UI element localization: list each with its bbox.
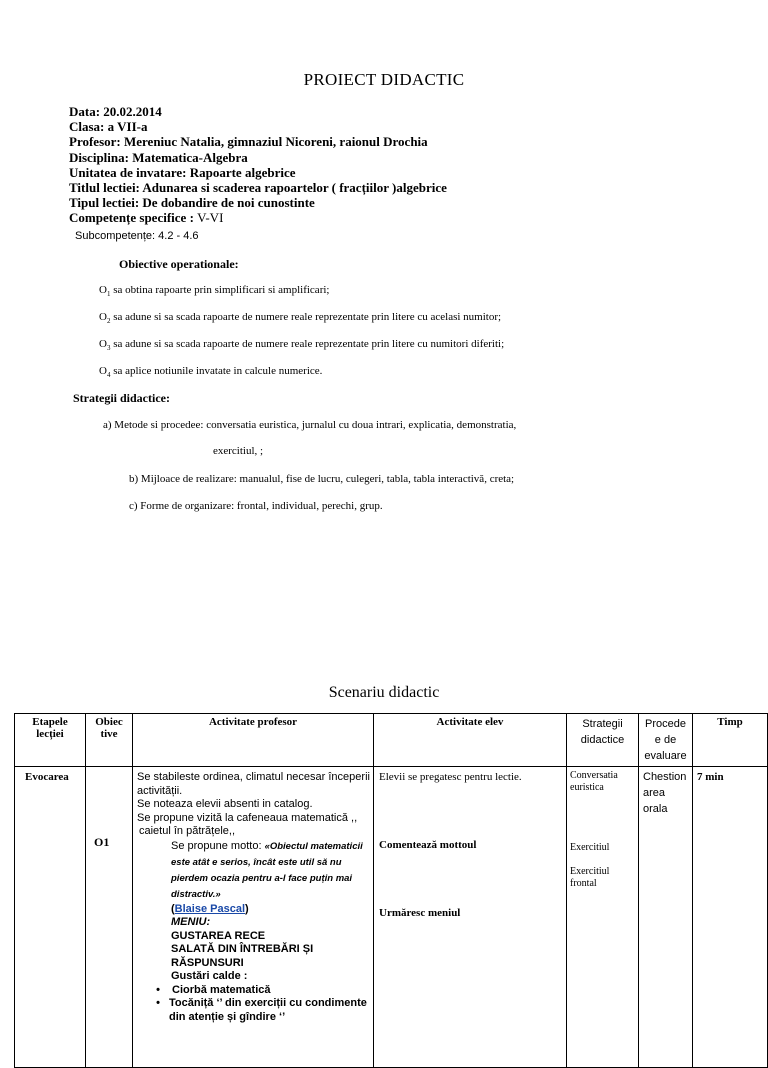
header-timp: Timp bbox=[693, 714, 768, 767]
lesson-unit: Unitatea de invatare: Rapoarte algebrice bbox=[69, 164, 296, 180]
menu-item: Gustări calde : bbox=[171, 970, 248, 982]
table-header-row bbox=[15, 714, 768, 767]
motto-author-link[interactable]: Blaise Pascal bbox=[174, 902, 246, 915]
cell-profesor bbox=[133, 767, 374, 1068]
strategy-line: frontal bbox=[570, 878, 597, 889]
strategy-methods: a) Metode si procedee: conversatia euristica, jurnalul cu doua intrari, explicatia, demonstratia, bbox=[103, 419, 517, 431]
menu-bullet-item bbox=[147, 984, 372, 998]
menu-item: GUSTAREA RECE bbox=[171, 929, 266, 942]
document-title: PROIECT DIDACTIC bbox=[303, 70, 465, 89]
menu-item: SALATĂ DIN ÎNTREBĂRI ȘI RĂSPUNSURI bbox=[171, 943, 314, 969]
student-activity: Elevii se pregatesc pentru lectie. bbox=[379, 771, 522, 783]
scenario-title: Scenariu didactic bbox=[328, 684, 440, 701]
menu-item-text: din atenție și gîndire ‘’ bbox=[169, 1010, 286, 1023]
objective-code: O1 bbox=[94, 835, 110, 849]
teacher-line: Se noteaza elevii absenti in catalog. bbox=[137, 798, 313, 810]
motto-text: «Obiectul matematicii bbox=[264, 840, 363, 852]
menu-item-text: Tocăniță ‘’ din exerciții cu condimente bbox=[169, 997, 367, 1009]
motto-label: Se propune motto: bbox=[171, 839, 265, 852]
cell-obiectiv bbox=[86, 767, 133, 1068]
lesson-subcompetences bbox=[75, 229, 199, 243]
strategy-text bbox=[570, 842, 609, 890]
objective-item: $O_3$ sa adune si sa scada rapoarte de numere reale reprezentate prin litere cu numitori diferiti; bbox=[99, 338, 505, 353]
objective-text: sa obtina rapoarte prin simplificari si amplificari; bbox=[110, 284, 330, 296]
lesson-metadata bbox=[69, 104, 447, 226]
cell-timp bbox=[693, 767, 768, 1068]
subcompetences-label: Subcompetențe: bbox=[75, 230, 159, 242]
strategy-line: euristica bbox=[570, 782, 604, 793]
lesson-date: Data: 20.02.2014 bbox=[69, 104, 162, 119]
lesson-type: Tipul lectiei: De dobandire de noi cunostinte bbox=[69, 195, 315, 211]
objectives-heading: Obiective operationale: bbox=[119, 257, 239, 271]
cell-strategii bbox=[567, 767, 639, 1068]
strategy-line: Conversatia bbox=[570, 770, 618, 781]
lesson-teacher: Profesor: Mereniuc Natalia, gimnaziul Nicoreni, raionul Drochia bbox=[69, 134, 428, 150]
table-row bbox=[15, 767, 768, 1068]
header-strategii: Strategii didactice bbox=[567, 714, 639, 767]
strategy-forms: c) Forme de organizare: frontal, individual, perechi, grup. bbox=[129, 500, 383, 512]
strategy-means: b) Mijloace de realizare: manualul, fise de lucru, culegeri, tabla, tabla interactivă, creta; bbox=[129, 473, 515, 485]
teacher-activity bbox=[137, 771, 372, 1024]
evaluation-line: orala bbox=[643, 803, 668, 815]
lesson-discipline: Disciplina: Matematica-Algebra bbox=[69, 149, 248, 165]
time-value: 7 min bbox=[697, 771, 724, 783]
menu-bullet-item bbox=[147, 997, 372, 1011]
motto-text: pierdem ocazia pentru a-l face puțin mai bbox=[171, 872, 353, 884]
header-procedee: Procede e de evaluare bbox=[639, 714, 693, 767]
objective-index: 4 bbox=[106, 371, 111, 380]
motto-text: distractiv.» bbox=[171, 888, 221, 900]
objective-index: 3 bbox=[106, 344, 111, 353]
lesson-class: Clasa: a VII-a bbox=[69, 119, 148, 135]
motto-block: Se propune motto: «Obiectul matematicii este atât e serios, încât este util să nu pierdem ocazia pentru a-l face puțin mai distractiv.» (Blaise Pascal) MENIU: GUSTAREA RECE SALATĂ DIN ÎNTREBĂRI ȘI RĂSPUNSURI Gustări calde : bbox=[137, 839, 372, 984]
objective-text: sa adune si sa scada rapoarte de numere reale reprezentate prin litere cu numitori diferiti; bbox=[110, 338, 505, 350]
strategy-methods-cont: exercitiul, ; bbox=[213, 445, 264, 457]
menu-list bbox=[137, 984, 372, 1025]
evaluation-text bbox=[643, 769, 686, 817]
objective-text: sa aplice notiunile invatate in calcule numerice. bbox=[110, 365, 323, 377]
header-etapele: Etapele lecției bbox=[15, 714, 86, 767]
competences-value: V-VI bbox=[197, 210, 224, 226]
teacher-line: Se propune vizită la cafeneaua matematică ,, bbox=[137, 811, 358, 824]
bullet-icon: • bbox=[156, 997, 160, 1009]
objective-index: 2 bbox=[106, 317, 111, 326]
teacher-line: Se stabileste ordinea, climatul necesar începerii bbox=[137, 771, 370, 783]
objective-item: $O_4$ sa aplice notiunile invatate in calcule numerice. bbox=[99, 365, 323, 380]
menu-item-text: Ciorbă matematică bbox=[169, 983, 271, 996]
header-obiective: Obiec tive bbox=[86, 714, 133, 767]
student-activity: Comentează mottoul bbox=[379, 839, 477, 851]
strategy-text bbox=[570, 770, 618, 794]
teacher-line: caietul în pătrățele,, bbox=[139, 825, 236, 837]
cell-evaluare bbox=[639, 767, 693, 1068]
strategies-heading: Strategii didactice: bbox=[73, 391, 170, 405]
header-profesor: Activitate profesor bbox=[133, 714, 374, 767]
stage-name: Evocarea bbox=[25, 771, 69, 783]
cell-etapa bbox=[15, 767, 86, 1068]
objective-text: sa adune si sa scada rapoarte de numere reale reprezentate prin litere cu acelasi numitor; bbox=[110, 311, 502, 323]
strategy-line: Exercitiul bbox=[570, 866, 610, 877]
header-elev: Activitate elev bbox=[374, 714, 567, 767]
objective-index: 1 bbox=[106, 290, 111, 299]
competences-label: Competențe specifice : bbox=[69, 210, 198, 226]
scenario-table bbox=[14, 713, 768, 1068]
evaluation-line: area bbox=[643, 787, 666, 799]
objective-item: $O_2$ sa adune si sa scada rapoarte de numere reale reprezentate prin litere cu acelasi numitor; bbox=[99, 311, 502, 326]
bullet-icon: • bbox=[156, 983, 160, 996]
student-activity: Urmăresc meniul bbox=[379, 907, 461, 919]
subcompetences-value: 4.2 - 4.6 bbox=[158, 230, 199, 242]
evaluation-line: Chestion bbox=[643, 771, 687, 783]
cell-elev bbox=[374, 767, 567, 1068]
strategy-line: Exercitiul bbox=[570, 842, 610, 853]
objective-item: $O_1$ sa obtina rapoarte prin simplificari si amplificari; bbox=[99, 284, 330, 299]
lesson-title: Titlul lectiei: Adunarea si scaderea rapoartelor ( fracțiilor )algebrice bbox=[69, 180, 447, 196]
lesson-competences bbox=[69, 210, 447, 225]
menu-heading: MENIU: bbox=[171, 916, 211, 928]
teacher-line: activității. bbox=[137, 784, 183, 797]
motto-text: este atât e serios, încât este util să nu bbox=[171, 856, 342, 868]
